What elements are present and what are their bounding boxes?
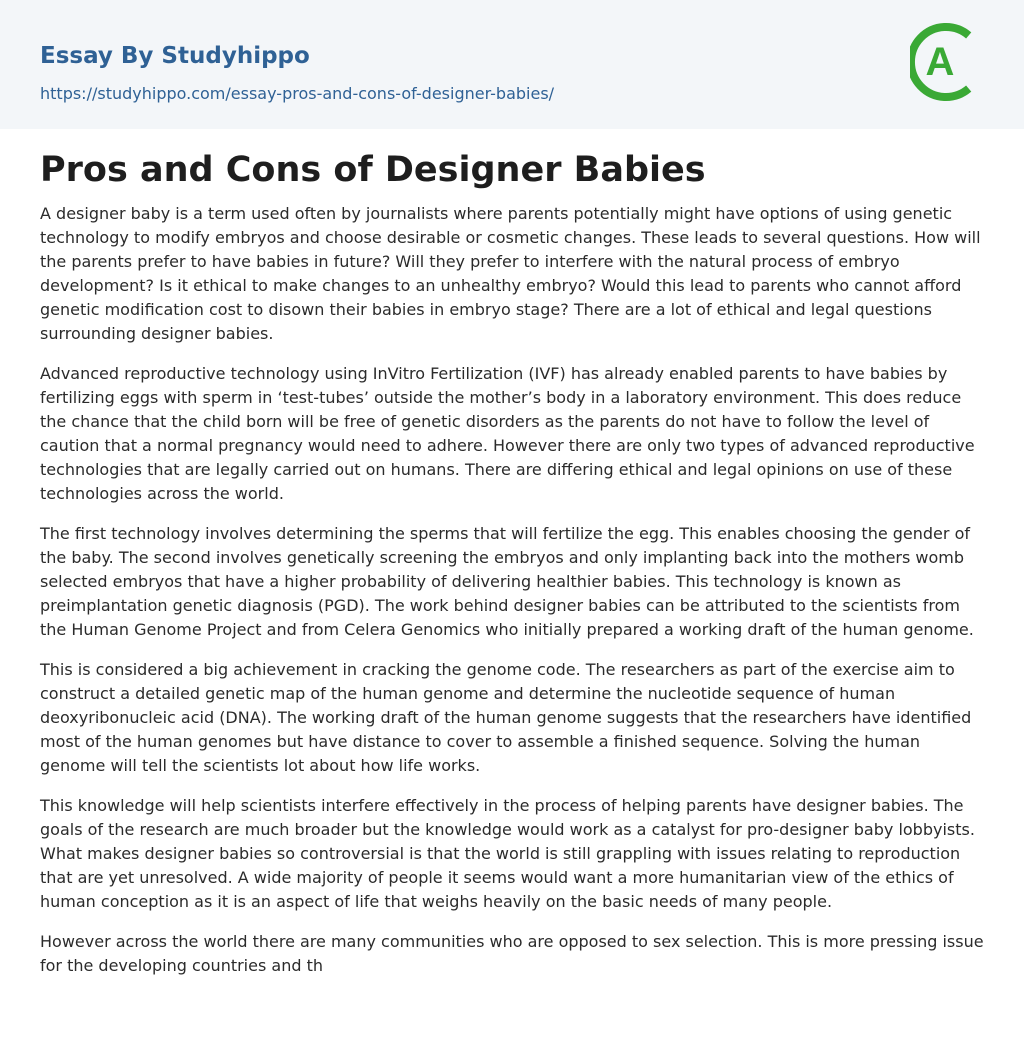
essay-content bbox=[0, 129, 1024, 978]
logo-letter: A bbox=[925, 40, 955, 84]
essay-paragraph: A designer baby is a term used often by journalists where parents potentially might have options of using genetic technology to modify embryos and choose desirable or cosmetic changes. These leads to several questions. How will the parents prefer to have babies in future? Will they prefer to interfere with the natural process of embryo development? Is it ethical to make changes to an unhealthy embryo? Would this lead to parents who cannot afford genetic modification cost to disown their babies in embryo stage? There are a lot of ethical and legal questions surrounding designer babies. bbox=[40, 204, 981, 343]
essay-paragraph: However across the world there are many communities who are opposed to sex selection. This is more pressing issue for the developing countries and th bbox=[40, 932, 984, 975]
page-header bbox=[0, 0, 1024, 129]
essay-paragraph: Advanced reproductive technology using InVitro Fertilization (IVF) has already enabled parents to have babies by fertilizing eggs with sperm in ‘test-tubes’ outside the mother’s body in a laboratory environment. This does reduce the chance that the child born will be free of genetic disorders as the parents do not have to follow the level of caution that a normal pregnancy would need to adhere. However there are only two types of advanced reproductive technologies that are legally carried out on humans. There are differing ethical and legal opinions on use of these technologies across the world. bbox=[40, 364, 975, 503]
studyhippo-logo-icon[interactable] bbox=[910, 18, 988, 106]
essay-paragraph: This is considered a big achievement in cracking the genome code. The researchers as part of the exercise aim to construct a detailed genetic map of the human genome and determine the nucleotide sequence of human deoxyribonucleic acid (DNA). The working draft of the human genome suggests that the researchers have identified most of the human genomes but have distance to cover to assemble a finished sequence. Solving the human genome will tell the scientists lot about how life works. bbox=[40, 660, 972, 775]
brand-title[interactable]: Essay By Studyhippo bbox=[40, 43, 310, 69]
page-title: Pros and Cons of Designer Babies bbox=[40, 150, 706, 190]
essay-paragraph: The first technology involves determining the sperms that will fertilize the egg. This enables choosing the gender of the baby. The second involves genetically screening the embryos and only implanting back into the mothers womb selected embryos that have a higher probability of delivering healthier babies. This technology is known as preimplantation genetic diagnosis (PGD). The work behind designer babies can be attributed to the scientists from the Human Genome Project and from Celera Genomics who initially prepared a working draft of the human genome. bbox=[40, 524, 974, 639]
essay-paragraph: This knowledge will help scientists interfere effectively in the process of helping parents have designer babies. The goals of the research are much broader but the knowledge would work as a catalyst for pro-designer baby lobbyists. What makes designer babies so controversial is that the world is still grappling with issues relating to reproduction that are yet unresolved. A wide majority of people it seems would want a more humanitarian view of the ethics of human conception as it is an aspect of life that weighs heavily on the basic needs of many people. bbox=[40, 796, 975, 911]
source-url-link[interactable]: https://studyhippo.com/essay-pros-and-cons-of-designer-babies/ bbox=[40, 84, 555, 103]
